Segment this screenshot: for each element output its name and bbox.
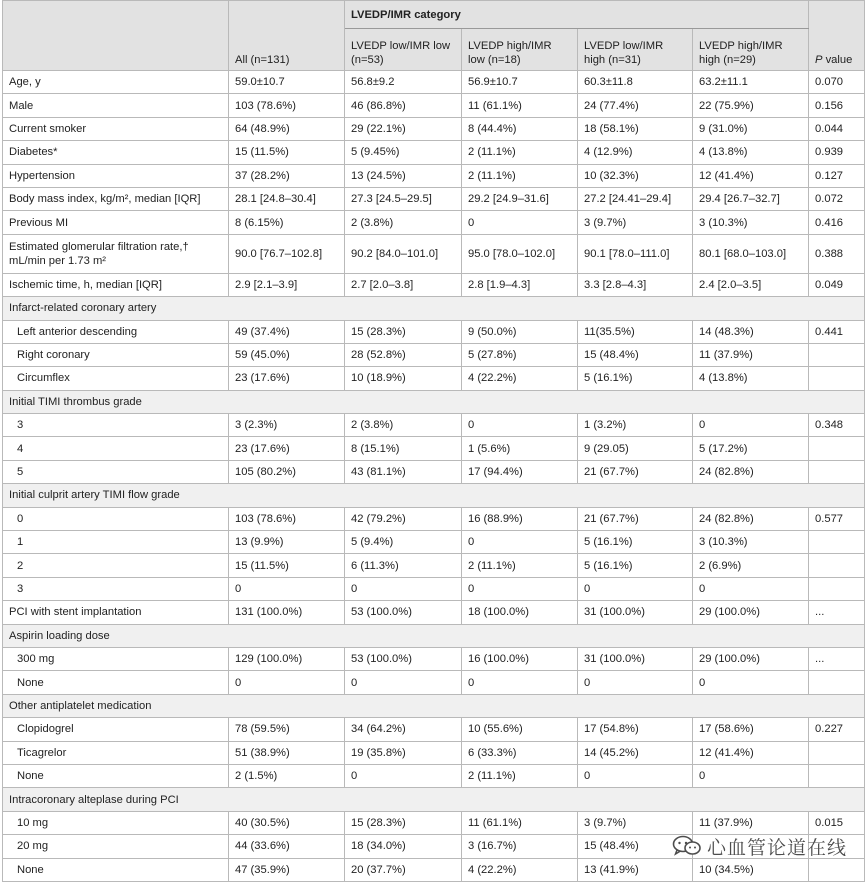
cell-g1: 13 (24.5%) bbox=[345, 164, 462, 187]
cell-g1: 90.2 [84.0–101.0] bbox=[345, 234, 462, 273]
cell-g3: 13 (41.9%) bbox=[578, 858, 693, 881]
cell-g4: 29.4 [26.7–32.7] bbox=[693, 187, 809, 210]
cell-all: 0 bbox=[229, 671, 345, 694]
header-empty-cell bbox=[3, 1, 229, 71]
table-row bbox=[3, 320, 865, 343]
cell-p: 0.388 bbox=[809, 234, 865, 273]
wechat-icon bbox=[672, 835, 702, 857]
header-category-title: LVEDP/IMR category bbox=[345, 1, 809, 29]
cell-g3: 60.3±11.8 bbox=[578, 71, 693, 94]
cell-g4: 3 (10.3%) bbox=[693, 531, 809, 554]
cell-p bbox=[809, 858, 865, 881]
p-italic: P bbox=[815, 54, 823, 66]
cell-all: 105 (80.2%) bbox=[229, 460, 345, 483]
cell-g2: 18 (100.0%) bbox=[462, 601, 578, 624]
cell-g2: 11 (61.1%) bbox=[462, 94, 578, 117]
section-title: Initial culprit artery TIMI flow grade bbox=[3, 484, 229, 507]
cell-all: 103 (78.6%) bbox=[229, 507, 345, 530]
cell-p: 0.072 bbox=[809, 187, 865, 210]
section-header-row bbox=[3, 390, 865, 413]
table-row bbox=[3, 460, 865, 483]
cell-g1: 46 (86.8%) bbox=[345, 94, 462, 117]
row-label: Body mass index, kg/m², median [IQR] bbox=[3, 187, 229, 210]
cell-all: 15 (11.5%) bbox=[229, 141, 345, 164]
cell-p bbox=[809, 460, 865, 483]
row-label: Ticagrelor bbox=[3, 741, 229, 764]
cell-p bbox=[809, 367, 865, 390]
section-header-row bbox=[3, 624, 865, 647]
cell-p: 0.049 bbox=[809, 273, 865, 296]
cell-g3: 11(35.5%) bbox=[578, 320, 693, 343]
table-row bbox=[3, 117, 865, 140]
row-label: 20 mg bbox=[3, 835, 229, 858]
row-label: Previous MI bbox=[3, 211, 229, 234]
cell-all: 44 (33.6%) bbox=[229, 835, 345, 858]
cell-all: 23 (17.6%) bbox=[229, 367, 345, 390]
cell-g4: 3 (10.3%) bbox=[693, 211, 809, 234]
cell-g1: 15 (28.3%) bbox=[345, 320, 462, 343]
cell-g2: 4 (22.2%) bbox=[462, 858, 578, 881]
cell-g1: 29 (22.1%) bbox=[345, 117, 462, 140]
table-row bbox=[3, 71, 865, 94]
cell-g1: 20 (37.7%) bbox=[345, 858, 462, 881]
cell-g3: 15 (48.4%) bbox=[578, 343, 693, 366]
cell-p bbox=[809, 531, 865, 554]
cell-g4: 24 (82.8%) bbox=[693, 507, 809, 530]
cell-g4: 4 (13.8%) bbox=[693, 367, 809, 390]
table-row bbox=[3, 577, 865, 600]
cell-all: 23 (17.6%) bbox=[229, 437, 345, 460]
header-group-1: LVEDP low/IMR low (n=53) bbox=[345, 29, 462, 71]
cell-g1: 2.7 [2.0–3.8] bbox=[345, 273, 462, 296]
cell-g4: 22 (75.9%) bbox=[693, 94, 809, 117]
header-group-3: LVEDP low/IMR high (n=31) bbox=[578, 29, 693, 71]
table-row bbox=[3, 164, 865, 187]
row-label: None bbox=[3, 671, 229, 694]
cell-g1: 53 (100.0%) bbox=[345, 601, 462, 624]
cell-g1: 5 (9.45%) bbox=[345, 141, 462, 164]
section-filler bbox=[229, 484, 865, 507]
cell-all: 3 (2.3%) bbox=[229, 414, 345, 437]
section-title: Intracoronary alteplase during PCI bbox=[3, 788, 229, 811]
cell-g4: 11 (37.9%) bbox=[693, 343, 809, 366]
cell-g2: 9 (50.0%) bbox=[462, 320, 578, 343]
cell-g4: 24 (82.8%) bbox=[693, 460, 809, 483]
cell-g1: 2 (3.8%) bbox=[345, 414, 462, 437]
cell-g4: 12 (41.4%) bbox=[693, 741, 809, 764]
row-label: Diabetes* bbox=[3, 141, 229, 164]
cell-p: 0.577 bbox=[809, 507, 865, 530]
table-row bbox=[3, 234, 865, 273]
table-row bbox=[3, 273, 865, 296]
cell-g2: 3 (16.7%) bbox=[462, 835, 578, 858]
header-p-value bbox=[809, 1, 865, 71]
cell-g4: 0 bbox=[693, 671, 809, 694]
row-label: None bbox=[3, 858, 229, 881]
cell-g1: 2 (3.8%) bbox=[345, 211, 462, 234]
cell-g1: 34 (64.2%) bbox=[345, 718, 462, 741]
table-row bbox=[3, 141, 865, 164]
cell-g3: 5 (16.1%) bbox=[578, 531, 693, 554]
row-label: Age, y bbox=[3, 71, 229, 94]
table-body bbox=[3, 71, 865, 882]
cell-p: 0.156 bbox=[809, 94, 865, 117]
cell-g2: 2 (11.1%) bbox=[462, 764, 578, 787]
cell-g1: 56.8±9.2 bbox=[345, 71, 462, 94]
cell-g4: 2.4 [2.0–3.5] bbox=[693, 273, 809, 296]
row-label: 0 bbox=[3, 507, 229, 530]
cell-g4: 14 (48.3%) bbox=[693, 320, 809, 343]
cell-g2: 17 (94.4%) bbox=[462, 460, 578, 483]
cell-all: 51 (38.9%) bbox=[229, 741, 345, 764]
cell-all: 2 (1.5%) bbox=[229, 764, 345, 787]
cell-g3: 10 (32.3%) bbox=[578, 164, 693, 187]
cell-g4: 5 (17.2%) bbox=[693, 437, 809, 460]
cell-g3: 27.2 [24.41–29.4] bbox=[578, 187, 693, 210]
cell-p bbox=[809, 554, 865, 577]
table-row bbox=[3, 811, 865, 834]
cell-g4: 0 bbox=[693, 764, 809, 787]
cell-g3: 3 (9.7%) bbox=[578, 811, 693, 834]
table-row bbox=[3, 741, 865, 764]
table-row bbox=[3, 343, 865, 366]
table-row bbox=[3, 647, 865, 670]
row-label: 300 mg bbox=[3, 647, 229, 670]
cell-p: 0.416 bbox=[809, 211, 865, 234]
cell-g2: 2.8 [1.9–4.3] bbox=[462, 273, 578, 296]
cell-p: ... bbox=[809, 647, 865, 670]
cell-g1: 27.3 [24.5–29.5] bbox=[345, 187, 462, 210]
cell-g4: 10 (34.5%) bbox=[693, 858, 809, 881]
section-title: Infarct-related coronary artery bbox=[3, 297, 229, 320]
row-label: 5 bbox=[3, 460, 229, 483]
cell-g3: 90.1 [78.0–111.0] bbox=[578, 234, 693, 273]
row-label: None bbox=[3, 764, 229, 787]
table-row bbox=[3, 764, 865, 787]
cell-p: 0.015 bbox=[809, 811, 865, 834]
header-group-2: LVEDP high/IMR low (n=18) bbox=[462, 29, 578, 71]
cell-g1: 0 bbox=[345, 577, 462, 600]
cell-g3: 5 (16.1%) bbox=[578, 554, 693, 577]
cell-g3: 3 (9.7%) bbox=[578, 211, 693, 234]
cell-g1: 15 (28.3%) bbox=[345, 811, 462, 834]
cell-g1: 0 bbox=[345, 671, 462, 694]
cell-p bbox=[809, 577, 865, 600]
section-header-row bbox=[3, 788, 865, 811]
cell-g2: 56.9±10.7 bbox=[462, 71, 578, 94]
p-value-suffix: value bbox=[822, 54, 853, 66]
cell-g3: 4 (12.9%) bbox=[578, 141, 693, 164]
cell-p bbox=[809, 741, 865, 764]
table-row bbox=[3, 94, 865, 117]
section-filler bbox=[229, 390, 865, 413]
cell-all: 59 (45.0%) bbox=[229, 343, 345, 366]
cell-g3: 18 (58.1%) bbox=[578, 117, 693, 140]
row-label: Left anterior descending bbox=[3, 320, 229, 343]
cell-g2: 1 (5.6%) bbox=[462, 437, 578, 460]
row-label: Current smoker bbox=[3, 117, 229, 140]
cell-g2: 2 (11.1%) bbox=[462, 554, 578, 577]
cell-g4: 29 (100.0%) bbox=[693, 601, 809, 624]
cell-all: 59.0±10.7 bbox=[229, 71, 345, 94]
cell-g4: 80.1 [68.0–103.0] bbox=[693, 234, 809, 273]
cell-g3: 17 (54.8%) bbox=[578, 718, 693, 741]
row-label: PCI with stent implantation bbox=[3, 601, 229, 624]
section-filler bbox=[229, 788, 865, 811]
cell-all: 8 (6.15%) bbox=[229, 211, 345, 234]
cell-p: 0.127 bbox=[809, 164, 865, 187]
cell-p bbox=[809, 437, 865, 460]
cell-g3: 31 (100.0%) bbox=[578, 647, 693, 670]
cell-p: 0.044 bbox=[809, 117, 865, 140]
cell-g4: 17 (58.6%) bbox=[693, 718, 809, 741]
cell-g2: 8 (44.4%) bbox=[462, 117, 578, 140]
cell-g4: 2 (6.9%) bbox=[693, 554, 809, 577]
section-header-row bbox=[3, 484, 865, 507]
cell-g2: 5 (27.8%) bbox=[462, 343, 578, 366]
cell-all: 13 (9.9%) bbox=[229, 531, 345, 554]
cell-g3: 31 (100.0%) bbox=[578, 601, 693, 624]
cell-g3: 21 (67.7%) bbox=[578, 507, 693, 530]
cell-all: 78 (59.5%) bbox=[229, 718, 345, 741]
cell-g4: 4 (13.8%) bbox=[693, 141, 809, 164]
cell-g1: 5 (9.4%) bbox=[345, 531, 462, 554]
cell-all: 40 (30.5%) bbox=[229, 811, 345, 834]
table-row bbox=[3, 531, 865, 554]
table-row bbox=[3, 554, 865, 577]
table-row bbox=[3, 437, 865, 460]
cell-g2: 95.0 [78.0–102.0] bbox=[462, 234, 578, 273]
row-label: 3 bbox=[3, 577, 229, 600]
cell-g3: 3.3 [2.8–4.3] bbox=[578, 273, 693, 296]
cell-g3: 24 (77.4%) bbox=[578, 94, 693, 117]
header-all: All (n=131) bbox=[229, 1, 345, 71]
section-title: Aspirin loading dose bbox=[3, 624, 229, 647]
watermark-text: 心血管论道在线 bbox=[707, 836, 848, 859]
cell-g3: 21 (67.7%) bbox=[578, 460, 693, 483]
cell-g2: 10 (55.6%) bbox=[462, 718, 578, 741]
cell-g2: 0 bbox=[462, 414, 578, 437]
table-row bbox=[3, 718, 865, 741]
cell-g3: 15 (48.4%) bbox=[578, 835, 693, 858]
section-filler bbox=[229, 624, 865, 647]
cell-g1: 6 (11.3%) bbox=[345, 554, 462, 577]
section-header-row bbox=[3, 694, 865, 717]
row-label: 10 mg bbox=[3, 811, 229, 834]
cell-g3: 14 (45.2%) bbox=[578, 741, 693, 764]
row-label: 1 bbox=[3, 531, 229, 554]
cell-all: 37 (28.2%) bbox=[229, 164, 345, 187]
table-row bbox=[3, 507, 865, 530]
table-row bbox=[3, 671, 865, 694]
row-label: Estimated glomerular filtration rate,† mL/min per 1.73 m² bbox=[3, 234, 229, 273]
cell-g2: 0 bbox=[462, 531, 578, 554]
cell-g2: 6 (33.3%) bbox=[462, 741, 578, 764]
cell-g2: 29.2 [24.9–31.6] bbox=[462, 187, 578, 210]
table-row bbox=[3, 367, 865, 390]
section-filler bbox=[229, 297, 865, 320]
cell-g2: 16 (100.0%) bbox=[462, 647, 578, 670]
cell-p bbox=[809, 343, 865, 366]
cell-g3: 5 (16.1%) bbox=[578, 367, 693, 390]
cell-p: 0.348 bbox=[809, 414, 865, 437]
row-label: Ischemic time, h, median [IQR] bbox=[3, 273, 229, 296]
table-row bbox=[3, 601, 865, 624]
cell-p: 0.939 bbox=[809, 141, 865, 164]
cell-g2: 4 (22.2%) bbox=[462, 367, 578, 390]
cell-g3: 0 bbox=[578, 577, 693, 600]
cell-p bbox=[809, 764, 865, 787]
cell-all: 47 (35.9%) bbox=[229, 858, 345, 881]
row-label: Hypertension bbox=[3, 164, 229, 187]
cell-g4: 12 (41.4%) bbox=[693, 164, 809, 187]
cell-g3: 0 bbox=[578, 764, 693, 787]
cell-p: 0.070 bbox=[809, 71, 865, 94]
cell-g2: 2 (11.1%) bbox=[462, 141, 578, 164]
cell-p: 0.441 bbox=[809, 320, 865, 343]
cell-g1: 19 (35.8%) bbox=[345, 741, 462, 764]
cell-g4: 63.2±11.1 bbox=[693, 71, 809, 94]
cell-p: ... bbox=[809, 601, 865, 624]
table-row bbox=[3, 187, 865, 210]
cell-all: 129 (100.0%) bbox=[229, 647, 345, 670]
cell-g1: 28 (52.8%) bbox=[345, 343, 462, 366]
row-label: Right coronary bbox=[3, 343, 229, 366]
cell-all: 49 (37.4%) bbox=[229, 320, 345, 343]
cell-g1: 42 (79.2%) bbox=[345, 507, 462, 530]
table-row bbox=[3, 858, 865, 881]
cell-g1: 18 (34.0%) bbox=[345, 835, 462, 858]
cell-all: 103 (78.6%) bbox=[229, 94, 345, 117]
cell-all: 64 (48.9%) bbox=[229, 117, 345, 140]
cell-g4: 0 bbox=[693, 414, 809, 437]
cell-g1: 10 (18.9%) bbox=[345, 367, 462, 390]
cell-all: 0 bbox=[229, 577, 345, 600]
row-label: Male bbox=[3, 94, 229, 117]
table-row bbox=[3, 211, 865, 234]
row-label: 3 bbox=[3, 414, 229, 437]
cell-all: 2.9 [2.1–3.9] bbox=[229, 273, 345, 296]
cell-g2: 2 (11.1%) bbox=[462, 164, 578, 187]
cell-g1: 43 (81.1%) bbox=[345, 460, 462, 483]
cell-g2: 0 bbox=[462, 211, 578, 234]
row-label: Clopidogrel bbox=[3, 718, 229, 741]
baseline-characteristics-table bbox=[2, 0, 865, 882]
table-row bbox=[3, 414, 865, 437]
cell-g1: 8 (15.1%) bbox=[345, 437, 462, 460]
cell-g3: 1 (3.2%) bbox=[578, 414, 693, 437]
cell-g2: 0 bbox=[462, 577, 578, 600]
cell-g4: 11 (37.9%) bbox=[693, 811, 809, 834]
cell-g2: 0 bbox=[462, 671, 578, 694]
cell-g1: 0 bbox=[345, 764, 462, 787]
cell-g4: 9 (31.0%) bbox=[693, 117, 809, 140]
cell-g3: 9 (29.05) bbox=[578, 437, 693, 460]
header-group-4: LVEDP high/IMR high (n=29) bbox=[693, 29, 809, 71]
cell-all: 28.1 [24.8–30.4] bbox=[229, 187, 345, 210]
cell-all: 90.0 [76.7–102.8] bbox=[229, 234, 345, 273]
row-label: Circumflex bbox=[3, 367, 229, 390]
cell-p bbox=[809, 671, 865, 694]
row-label: 2 bbox=[3, 554, 229, 577]
section-header-row bbox=[3, 297, 865, 320]
row-label: 4 bbox=[3, 437, 229, 460]
cell-g1: 53 (100.0%) bbox=[345, 647, 462, 670]
cell-g2: 11 (61.1%) bbox=[462, 811, 578, 834]
watermark bbox=[672, 833, 847, 859]
cell-g4: 0 bbox=[693, 577, 809, 600]
section-filler bbox=[229, 694, 865, 717]
section-title: Other antiplatelet medication bbox=[3, 694, 229, 717]
cell-all: 131 (100.0%) bbox=[229, 601, 345, 624]
cell-p: 0.227 bbox=[809, 718, 865, 741]
cell-g2: 16 (88.9%) bbox=[462, 507, 578, 530]
cell-g4: 29 (100.0%) bbox=[693, 647, 809, 670]
section-title: Initial TIMI thrombus grade bbox=[3, 390, 229, 413]
cell-all: 15 (11.5%) bbox=[229, 554, 345, 577]
cell-g3: 0 bbox=[578, 671, 693, 694]
